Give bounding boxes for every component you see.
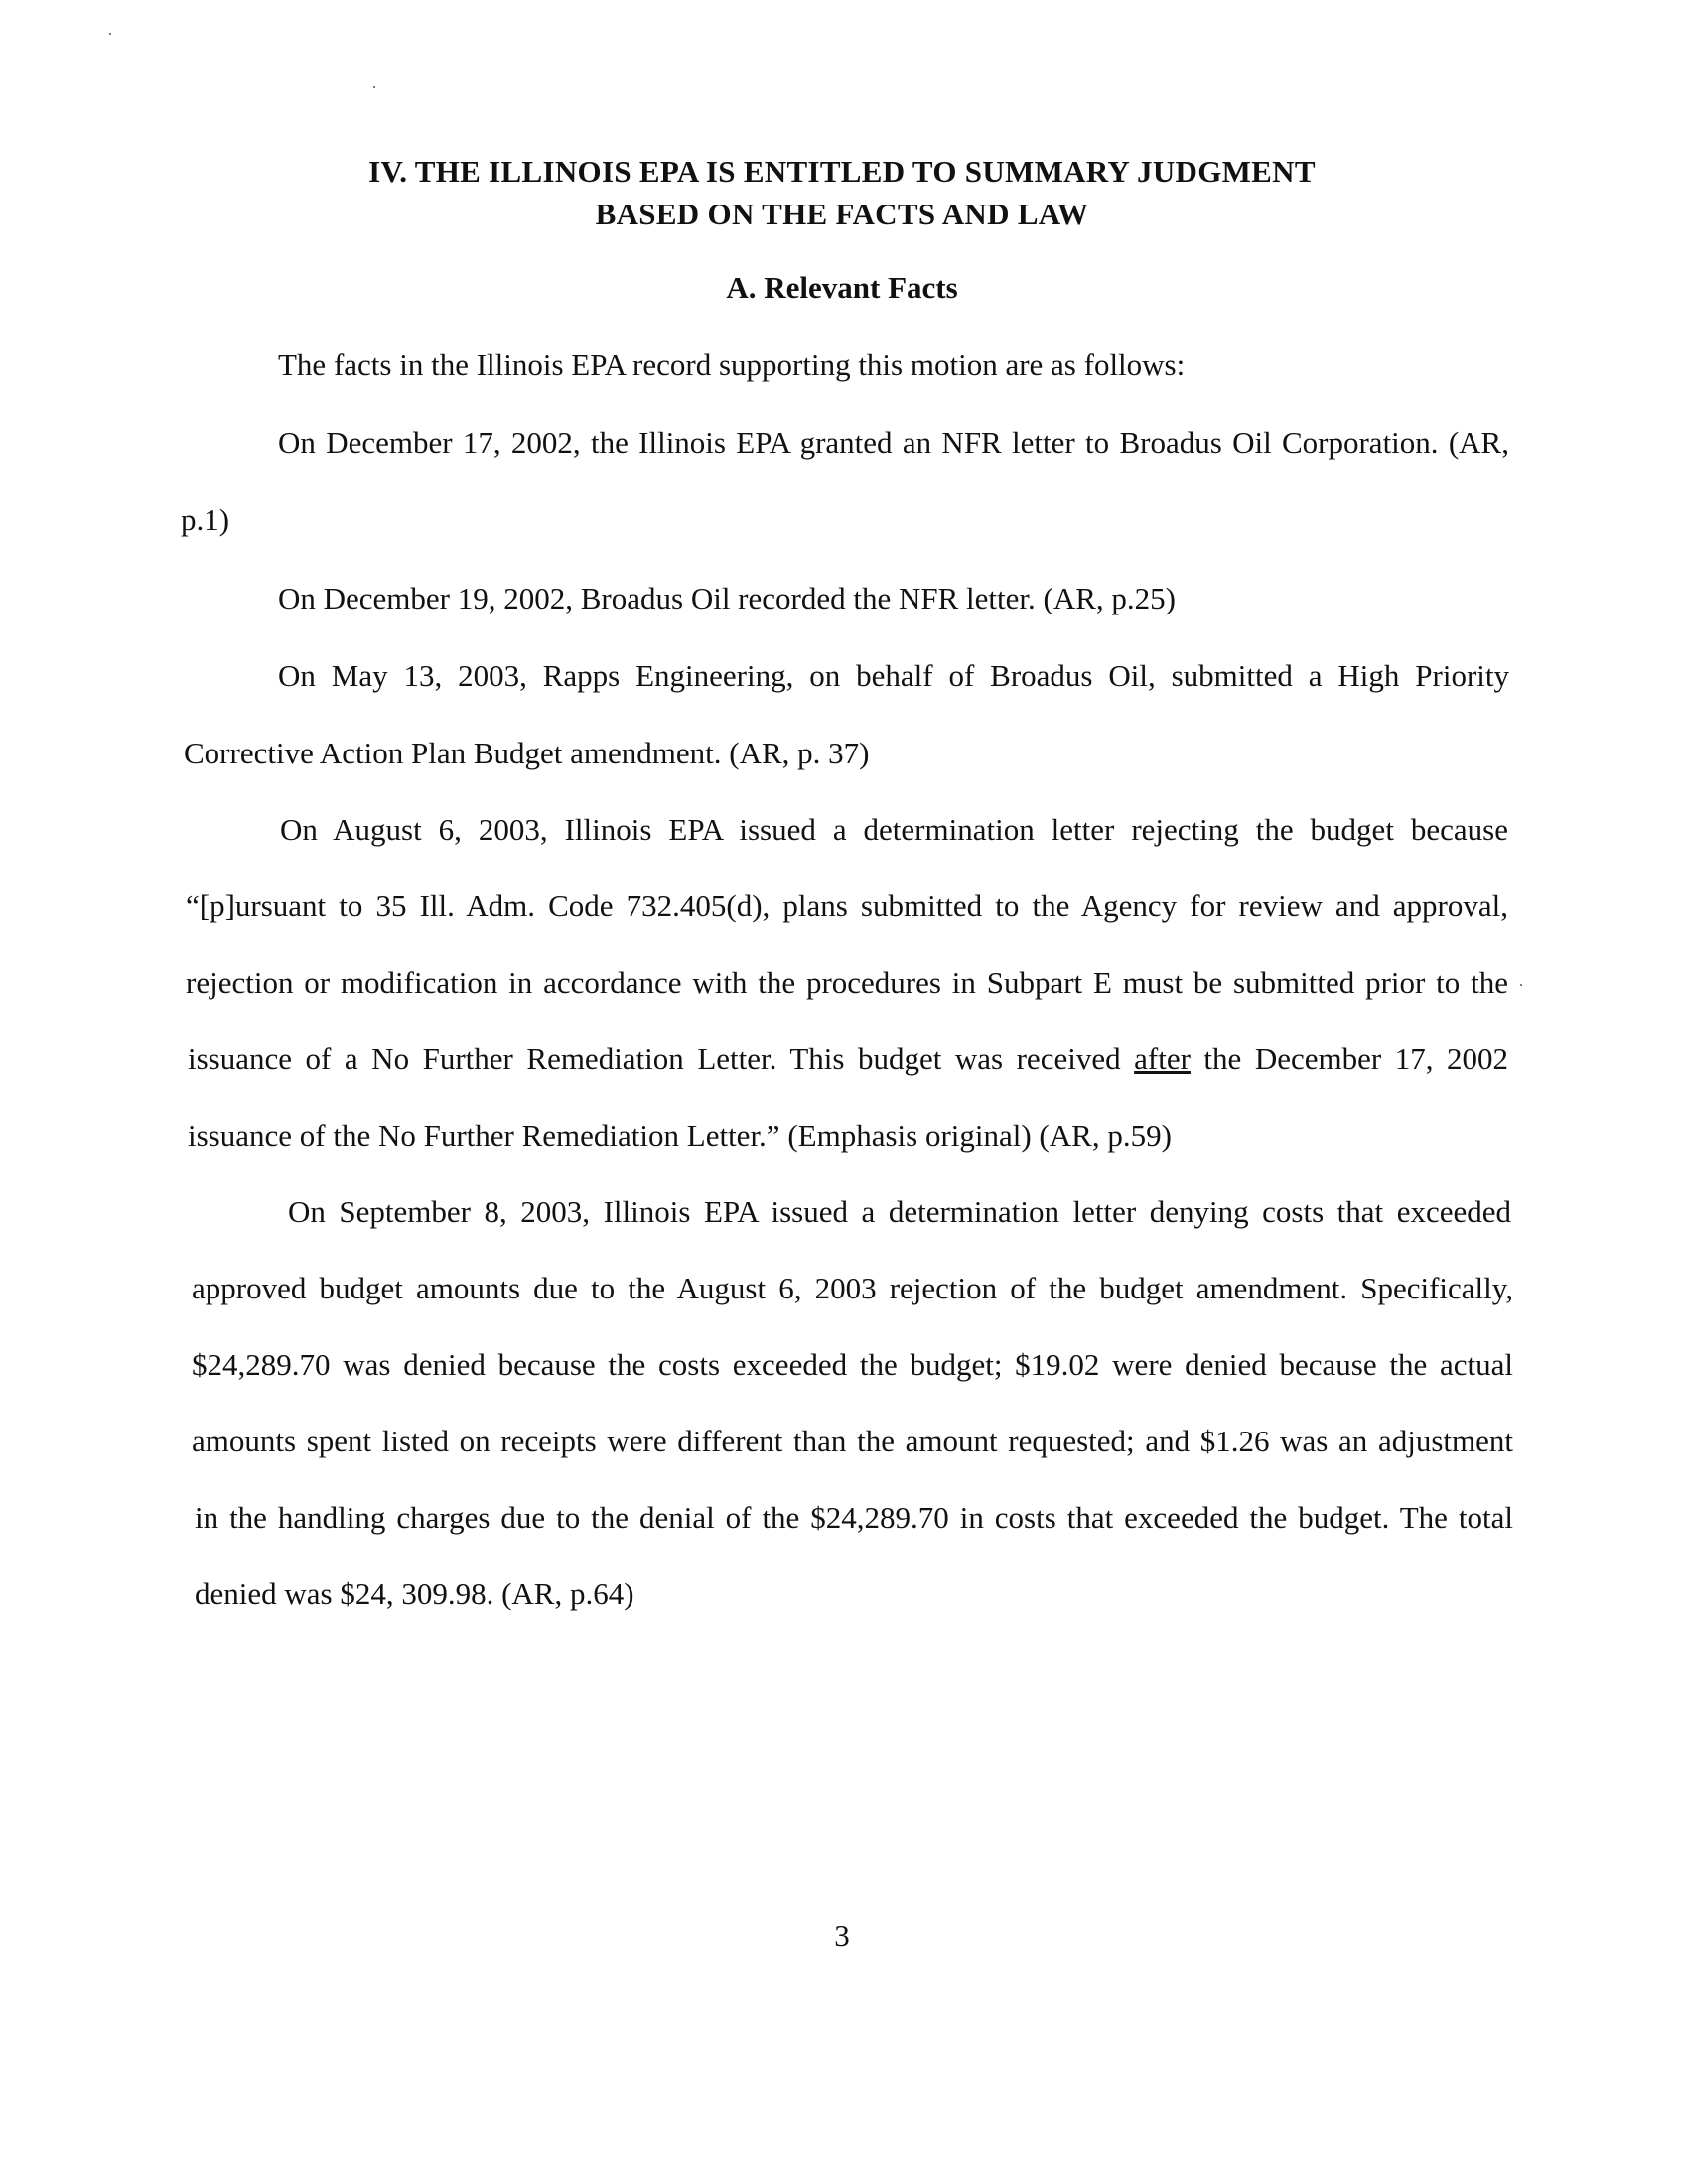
scan-speck	[373, 86, 375, 88]
emphasis-after: after	[1134, 1041, 1191, 1076]
fact-1-line-1: On December 17, 2002, the Illinois EPA granted an NFR letter to Broadus Oil Corporation. (AR,	[278, 425, 1509, 460]
section-heading-line-1: IV. THE ILLINOIS EPA IS ENTITLED TO SUMMARY JUDGMENT	[368, 154, 1316, 189]
fact-2: On December 19, 2002, Broadus Oil recorded the NFR letter. (AR, p.25)	[278, 581, 1176, 615]
fact-5-line-3: $24,289.70 was denied because the costs exceeded the budget; $19.02 were denied because the actual	[192, 1347, 1513, 1382]
page-number: 3	[834, 1918, 850, 1953]
fact-3-line-2: Corrective Action Plan Budget amendment. (AR, p. 37)	[184, 736, 870, 770]
scan-speck	[1520, 984, 1522, 986]
fact-5-line-6: denied was $24, 309.98. (AR, p.64)	[195, 1576, 634, 1611]
fact-1-line-2: p.1)	[181, 502, 230, 537]
fact-5-line-5: in the handling charges due to the denial of the $24,289.70 in costs that exceeded the budget. The total	[195, 1500, 1513, 1535]
fact-5-line-2: approved budget amounts due to the August 6, 2003 rejection of the budget amendment. Specifically,	[192, 1271, 1513, 1305]
fact-4-line-1: On August 6, 2003, Illinois EPA issued a determination letter rejecting the budget because	[280, 812, 1508, 847]
subsection-heading: A. Relevant Facts	[726, 270, 958, 305]
fact-4-line-5: issuance of the No Further Remediation Letter.” (Emphasis original) (AR, p.59)	[188, 1118, 1172, 1153]
fact-5-line-1: On September 8, 2003, Illinois EPA issued a determination letter denying costs that exceeded	[288, 1194, 1511, 1229]
scan-speck	[109, 33, 111, 35]
fact-4-line-4-text-c: the December 17, 2002	[1190, 1041, 1509, 1076]
fact-4-line-4-text-a: issuance of a No Further Remediation Letter. This budget was received	[188, 1041, 1135, 1076]
section-heading-line-2: BASED ON THE FACTS AND LAW	[595, 197, 1089, 231]
fact-4-line-3: rejection or modification in accordance with the procedures in Subpart E must be submitted prior to the	[186, 965, 1508, 1000]
fact-5-line-4: amounts spent listed on receipts were different than the amount requested; and $1.26 was an adjustment	[192, 1424, 1513, 1458]
fact-4-line-4	[188, 1041, 1508, 1077]
fact-4-line-2: “[p]ursuant to 35 Ill. Adm. Code 732.405(d), plans submitted to the Agency for review and approval,	[186, 888, 1508, 923]
fact-3-line-1: On May 13, 2003, Rapps Engineering, on behalf of Broadus Oil, submitted a High Priority	[278, 658, 1509, 693]
intro-paragraph: The facts in the Illinois EPA record supporting this motion are as follows:	[278, 347, 1186, 382]
